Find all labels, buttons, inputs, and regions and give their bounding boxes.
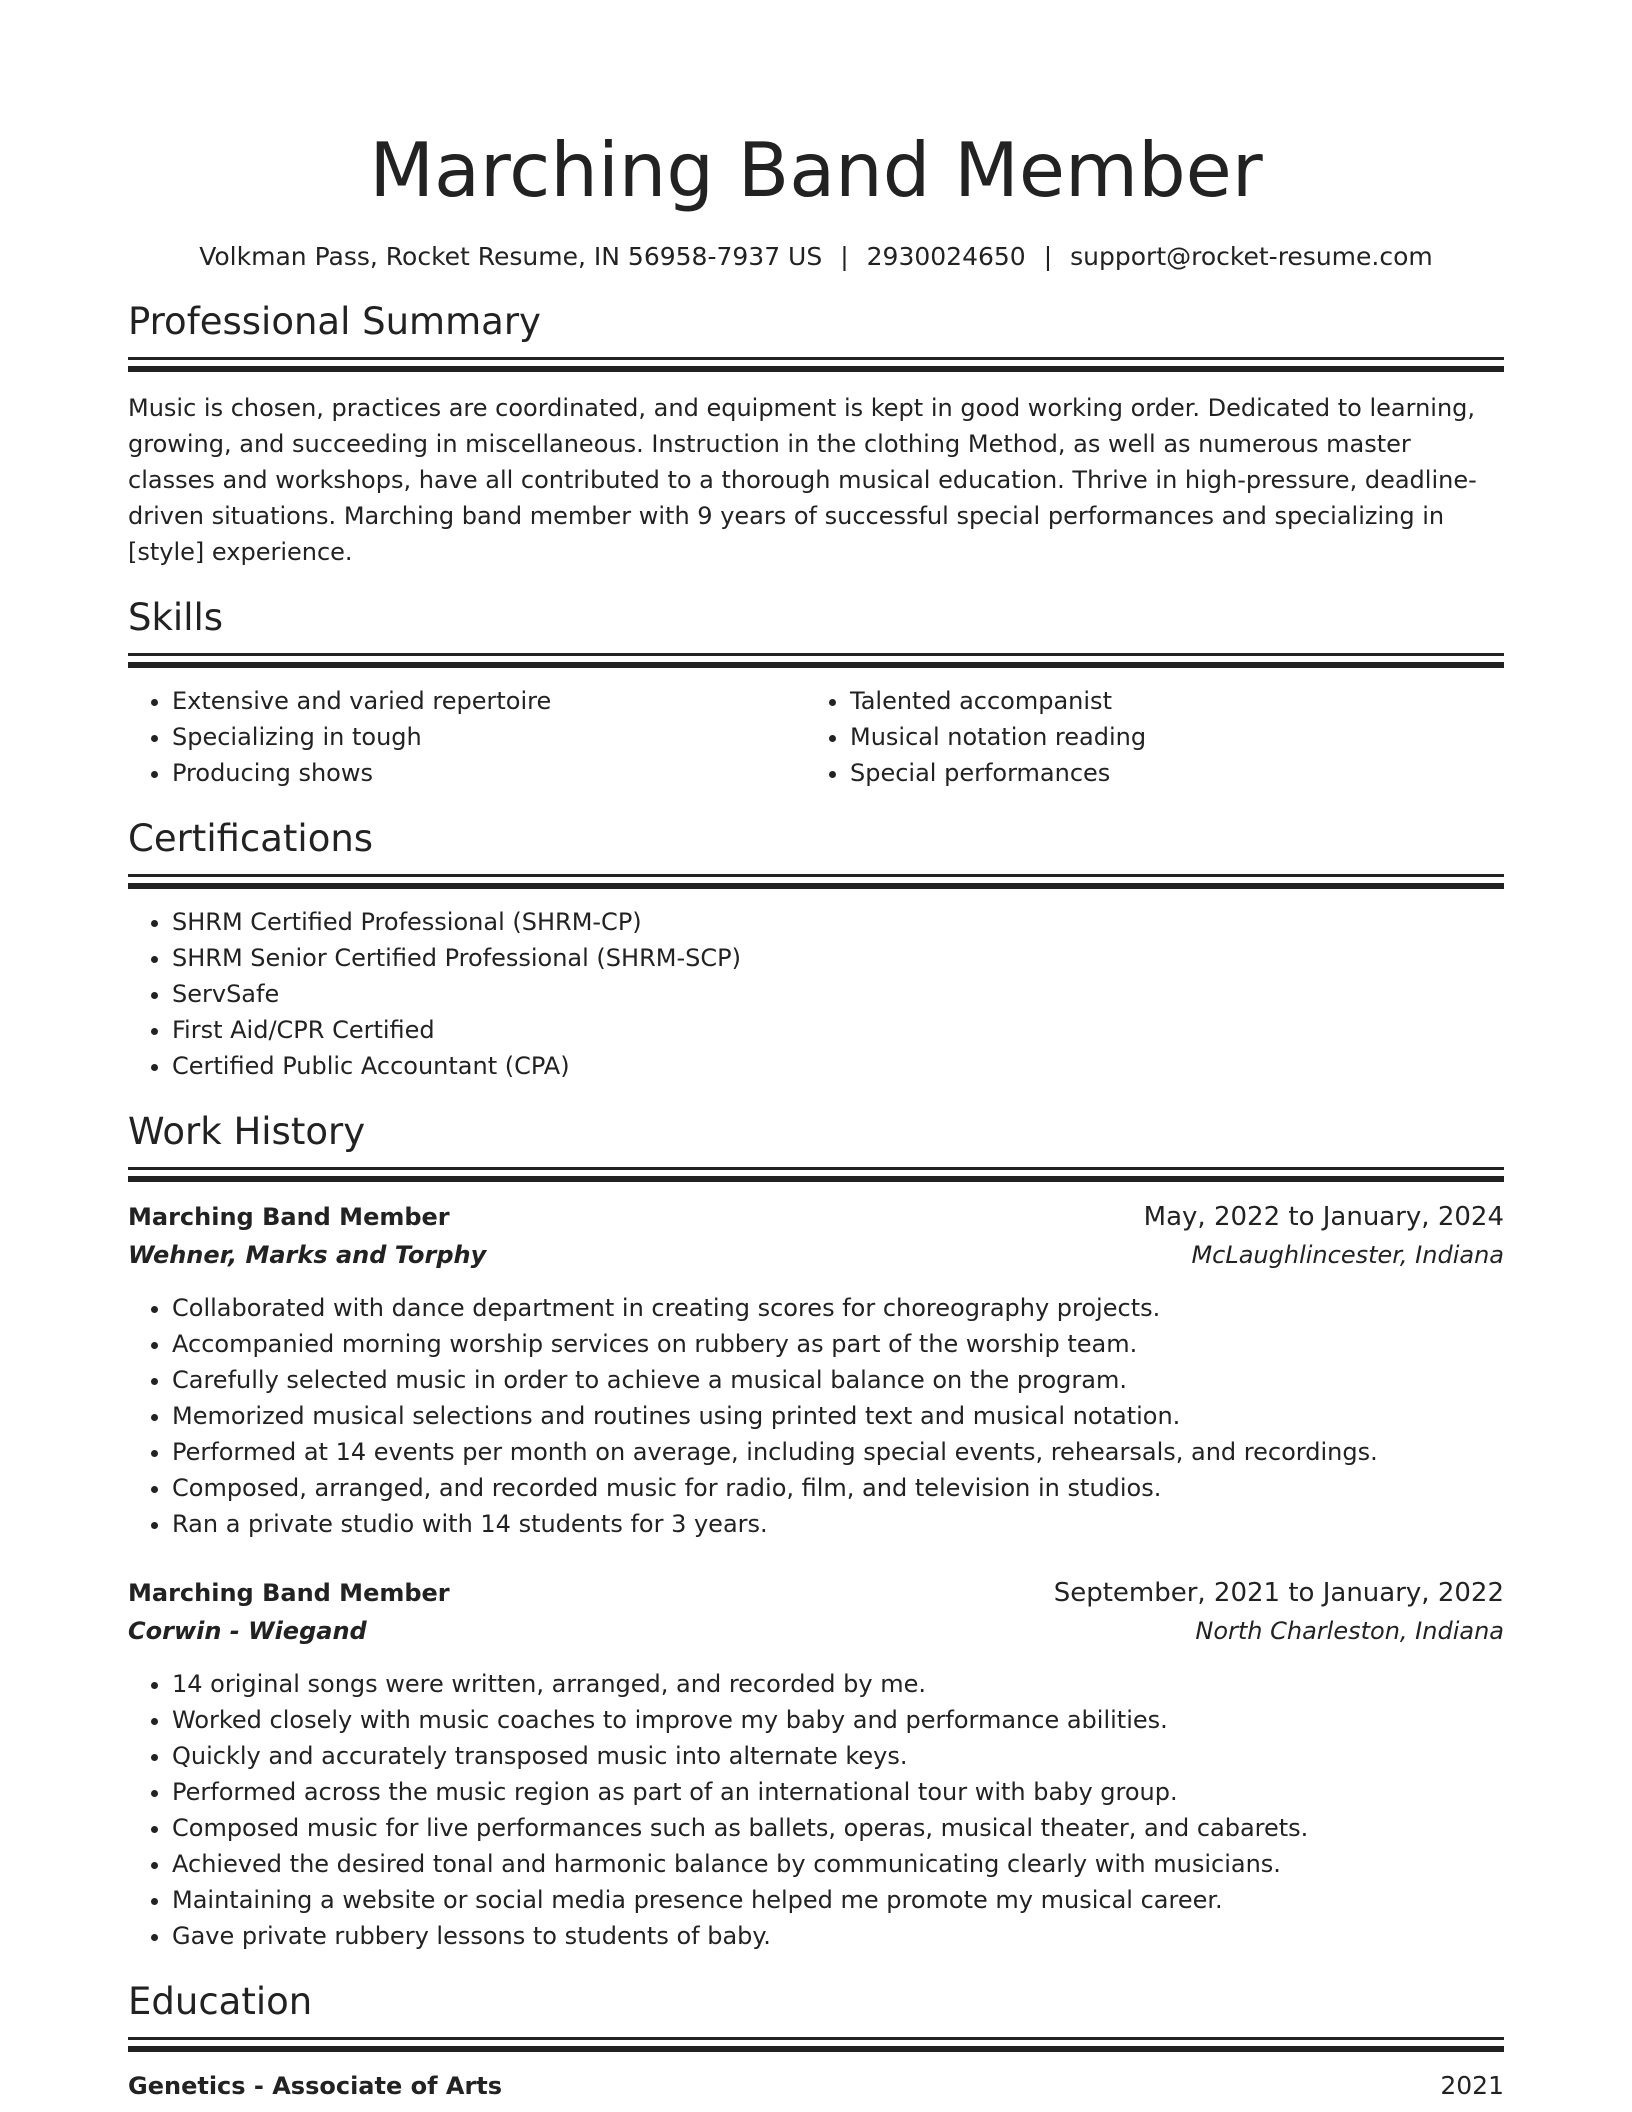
section-rule-thick (128, 366, 1504, 372)
section-rule-thin (128, 1167, 1504, 1170)
section-rule-thin (128, 2037, 1504, 2040)
section-rule-thick (128, 2046, 1504, 2052)
certification-item: • SHRM Certified Professional (SHRM-CP) (172, 904, 1504, 940)
job-company: Corwin - Wiegand (128, 1617, 367, 1645)
certification-item: • First Aid/CPR Certified (172, 1012, 1504, 1048)
resume-name: Marching Band Member (369, 126, 1263, 214)
job-bullet: • Worked closely with music coaches to improve my baby and performance abilities. (172, 1702, 1504, 1738)
work-history-section (128, 1109, 1504, 1954)
resume-page (128, 0, 1504, 2104)
contact-separator: | (1043, 242, 1053, 271)
job-bullet: • Collaborated with dance department in creating scores for choreography projects. (172, 1290, 1504, 1326)
job-company: Wehner, Marks and Torphy (128, 1241, 487, 1269)
contact-email: support@rocket-resume.com (1070, 242, 1433, 271)
skill-item: • Producing shows (172, 755, 806, 791)
job-bullet: • 14 original songs were written, arranged, and recorded by me. (172, 1666, 1504, 1702)
certification-item: • Certified Public Accountant (CPA) (172, 1048, 1504, 1084)
skill-item: • Special performances (850, 755, 1484, 791)
section-rule-thin (128, 357, 1504, 360)
job-bullet: • Composed music for live performances such as ballets, operas, musical theater, and cabarets. (172, 1810, 1504, 1846)
summary-text: Music is chosen, practices are coordinated, and equipment is kept in good working order. Dedicated to learning, growing, and succeeding in miscellaneous. Instruction in the clothing Method, as well as numerous master classes and workshops, have all contributed to a thorough musical education. Thrive in high-pressure, deadline-driven situations. Marching band member with 9 years of successful special performances and specializing in [style] experience. (128, 394, 1477, 566)
certification-item: • SHRM Senior Certified Professional (SHRM-SCP) (172, 940, 1504, 976)
job-bullets (128, 1666, 1504, 1954)
skill-item: • Musical notation reading (850, 719, 1484, 755)
skills-column-right (806, 683, 1484, 791)
job-subheader (128, 1612, 1504, 1650)
education-heading: Education (128, 1980, 313, 2023)
skills-columns (128, 683, 1504, 791)
education-degree: Genetics - Associate of Arts (128, 2072, 503, 2100)
section-rule-thick (128, 883, 1504, 889)
skills-column-left (128, 683, 806, 791)
job-bullet: • Ran a private studio with 14 students for 3 years. (172, 1506, 1504, 1542)
job-bullet: • Accompanied morning worship services on rubbery as part of the worship team. (172, 1326, 1504, 1362)
skills-section (128, 595, 1504, 791)
contact-separator: | (840, 242, 849, 271)
job-location: McLaughlincester, Indiana (1191, 1241, 1504, 1269)
contact-address: Volkman Pass, Rocket Resume, IN 56958-7937 US (199, 242, 823, 271)
job-bullet: • Composed, arranged, and recorded music for radio, film, and television in studios. (172, 1470, 1504, 1506)
skills-list-right (806, 683, 1484, 791)
education-year: 2021 (1440, 2071, 1504, 2100)
job-title: Marching Band Member (128, 1203, 450, 1231)
job-bullets (128, 1290, 1504, 1542)
job-bullet: • Carefully selected music in order to achieve a musical balance on the program. (172, 1362, 1504, 1398)
contact-phone: 2930024650 (866, 242, 1026, 271)
job-bullet: • Quickly and accurately transposed music into alternate keys. (172, 1738, 1504, 1774)
skill-item: • Extensive and varied repertoire (172, 683, 806, 719)
skills-list-left (128, 683, 806, 791)
job-bullet: • Maintaining a website or social media presence helped me promote my musical career. (172, 1882, 1504, 1918)
job-subheader (128, 1236, 1504, 1274)
section-rule-thin (128, 653, 1504, 656)
job-entry (128, 1198, 1504, 1542)
certifications-heading: Certifications (128, 817, 374, 860)
job-title: Marching Band Member (128, 1579, 450, 1607)
contact-line (128, 240, 1504, 274)
section-rule-thin (128, 874, 1504, 877)
job-bullet: • Performed at 14 events per month on average, including special events, rehearsals, and recordings. (172, 1434, 1504, 1470)
job-location: North Charleston, Indiana (1195, 1617, 1504, 1645)
summary-heading: Professional Summary (128, 300, 541, 343)
skills-heading: Skills (128, 596, 224, 639)
job-bullet: • Memorized musical selections and routines using printed text and musical notation. (172, 1398, 1504, 1434)
section-rule-thick (128, 662, 1504, 668)
section-rule-thick (128, 1176, 1504, 1182)
education-section (128, 1979, 1504, 2104)
job-bullet: • Performed across the music region as part of an international tour with baby group. (172, 1774, 1504, 1810)
job-bullet: • Gave private rubbery lessons to students of baby. (172, 1918, 1504, 1954)
certifications-list (128, 904, 1504, 1084)
summary-section (128, 299, 1504, 570)
work-history-heading: Work History (128, 1110, 366, 1153)
job-dates: September, 2021 to January, 2022 (1053, 1578, 1504, 1608)
job-entry (128, 1574, 1504, 1954)
education-entry (128, 2068, 1504, 2104)
job-dates: May, 2022 to January, 2024 (1143, 1202, 1504, 1232)
job-header (128, 1198, 1504, 1236)
skill-item: • Specializing in tough (172, 719, 806, 755)
job-bullet: • Achieved the desired tonal and harmonic balance by communicating clearly with musicians. (172, 1846, 1504, 1882)
certification-item: • ServSafe (172, 976, 1504, 1012)
job-header (128, 1574, 1504, 1612)
skill-item: • Talented accompanist (850, 683, 1484, 719)
certifications-section (128, 816, 1504, 1084)
